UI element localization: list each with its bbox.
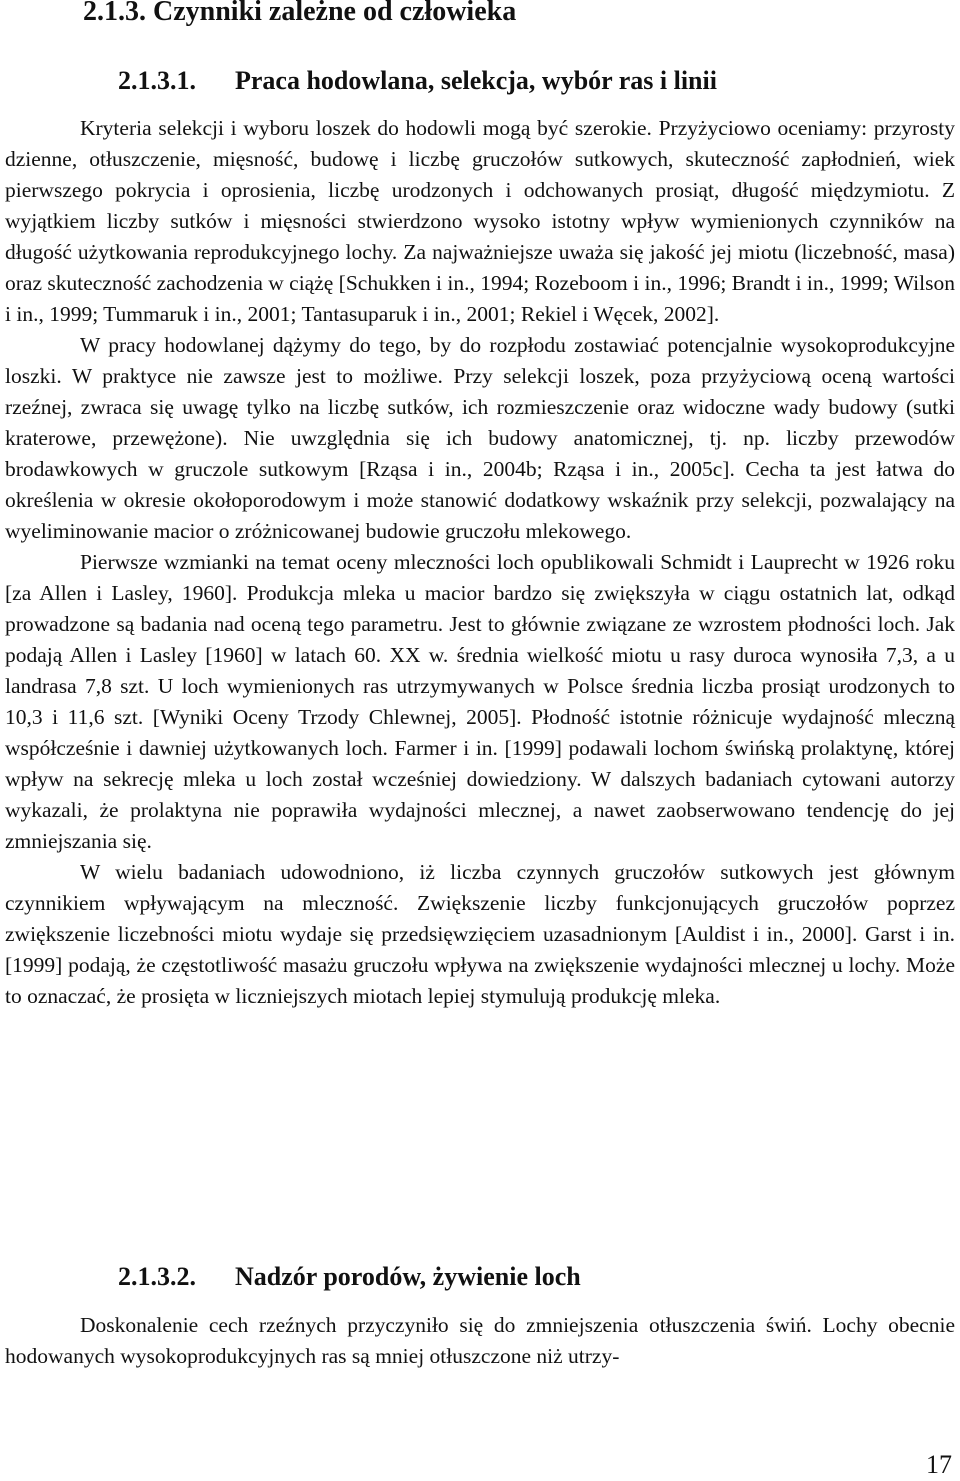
subsection-number-1: 2.1.3.1. bbox=[118, 66, 196, 95]
subsection-title-1: Praca hodowlana, selekcja, wybór ras i linii bbox=[235, 66, 717, 95]
subsection-number-2: 2.1.3.2. bbox=[118, 1262, 196, 1291]
subsection-title-2: Nadzór porodów, żywienie loch bbox=[235, 1262, 581, 1291]
body-text-block-2 bbox=[5, 1310, 955, 1372]
section-heading: 2.1.3. Czynniki zależne od człowieka bbox=[83, 0, 517, 27]
paragraph: W pracy hodowlanej dążymy do tego, by do rozpłodu zostawiać potencjalnie wysokoprodukcyjne loszki. W praktyce nie zawsze jest to możliwe. Przy selekcji loszek, poza przyżyciową oceną wartości rzeźnej, zwraca się uwagę tylko na liczbę sutków, ich rozmieszczenie oraz widoczne wady budowy (sutki kraterowe, przewężone). Nie uwzględnia się ich budowy anatomicznej, tj. np. liczby przewodów brodawkowych w gruczole sutkowym [Rząsa i in., 2004b; Rząsa i in., 2005c]. Cecha ta jest łatwa do określenia w okresie okołoporodowym i może stanowić dodatkowy wskaźnik przy selekcji, pozwalający na wyeliminowanie macior o zróżnicowanej budowie gruczołu mlekowego. bbox=[5, 333, 955, 543]
body-text-block-1 bbox=[5, 113, 955, 1012]
subsection-heading-2 bbox=[118, 1262, 581, 1292]
subsection-heading-1 bbox=[118, 66, 717, 96]
paragraph: W wielu badaniach udowodniono, iż liczba czynnych gruczołów sutkowych jest głównym czynnikiem wpływającym na mleczność. Zwiększenie liczby funkcjonujących gruczołów poprzez zwiększenie liczebności miotu wydaje się przedsięwzięciem uzasadnionym [Auldist i in., 2000]. Garst i in. [1999] podają, że częstotliwość masażu gruczołu wpływa na zwiększenie wydajności mlecznej u lochy. Może to oznaczać, że prosięta w liczniejszych miotach lepiej stymulują produkcję mleka. bbox=[5, 860, 955, 1008]
page-number: 17 bbox=[926, 1450, 952, 1479]
paragraph: Pierwsze wzmianki na temat oceny mleczności loch opublikowali Schmidt i Lauprecht w 1926 roku [za Allen i Lasley, 1960]. Produkcja mleka u macior bardzo się zwiększyła w ciągu ostatnich lat, odkąd prowadzone są badania nad oceną tego parametru. Jest to głównie związane ze wzrostem płodności loch. Jak podają Allen i Lasley [1960] w latach 60. XX w. średnia wielkość miotu u rasy duroca wynosiła 7,3, a u landrasa 7,8 szt. U loch wymienionych ras utrzymywanych w Polsce średnia liczba prosiąt urodzonych to 10,3 i 11,6 szt. [Wyniki Oceny Trzody Chlewnej, 2005]. Płodność istotnie różnicuje wydajność mleczną współcześnie i dawniej użytkowanych loch. Farmer i in. [1999] podawali lochom świńską prolaktynę, której wpływ na sekrecję mleka u loch został wcześniej dowiedziony. W dalszych badaniach cytowani autorzy wykazali, że prolaktyna nie poprawiła wydajności mlecznej, a nawet zaobserwowano tendencję do jej zmniejszania się. bbox=[5, 550, 955, 853]
paragraph: Doskonalenie cech rzeźnych przyczyniło się do zmniejszenia otłuszczenia świń. Lochy obecnie hodowanych wysokoprodukcyjnych ras są mniej otłuszczone niż utrzy- bbox=[5, 1313, 955, 1368]
paragraph: Kryteria selekcji i wyboru loszek do hodowli mogą być szerokie. Przyżyciowo oceniamy: przyrosty dzienne, otłuszczenie, mięsność, budowę i liczbę gruczołów sutkowych, skuteczność zapłodnień, wiek pierwszego pokrycia i oprosienia, liczbę urodzonych i odchowanych prosiąt, długość międzymiotu. Z wyjątkiem liczby sutków i mięsności stwierdzono wysoko istotny wpływ wymienionych czynników na długość użytkowania reprodukcyjnego lochy. Za najważniejsze uważa się jakość jej miotu (liczebność, masa) oraz skuteczność zachodzenia w ciążę [Schukken i in., 1994; Rozeboom i in., 1996; Brandt i in., 1999; Wilson i in., 1999; Tummaruk i in., 2001; Tantasuparuk i in., 2001; Rekiel i Węcek, 2002]. bbox=[5, 116, 955, 326]
